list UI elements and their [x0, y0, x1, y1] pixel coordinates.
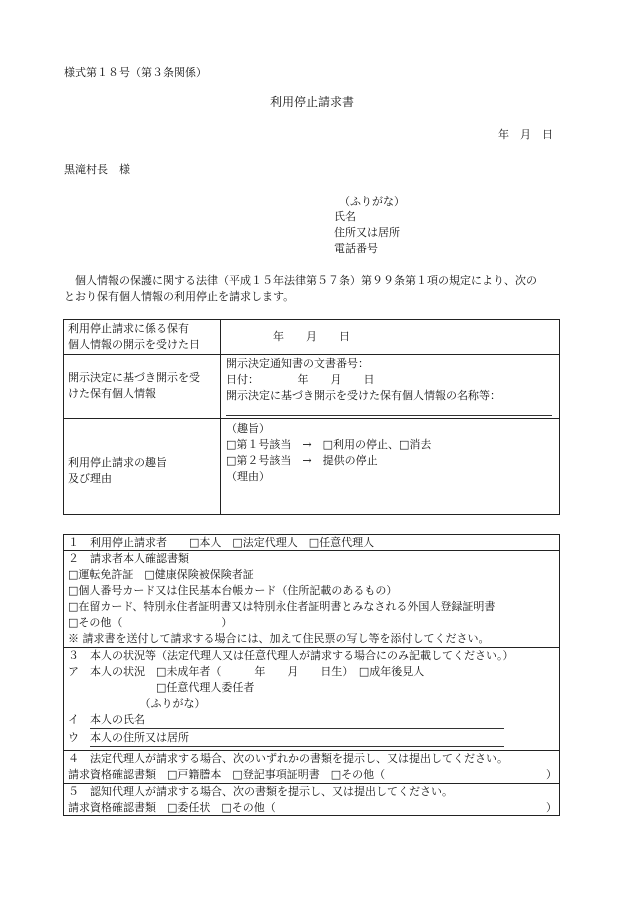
principal-name-underline: [90, 728, 504, 729]
addressee: 黒滝村長 様: [64, 163, 130, 176]
disclosure-date-field[interactable]: 年 月 日: [273, 330, 350, 343]
notice-date-field[interactable]: 日付： 年 月 日: [226, 373, 375, 386]
reason-heading: （理由）: [226, 470, 270, 483]
principal-address-underline: [90, 746, 504, 747]
table1-column-divider: [220, 319, 221, 515]
disclosed-info-underline: [226, 415, 552, 416]
item1-checkbox-row[interactable]: □第１号該当 → □利用の停止、□消去: [226, 438, 432, 451]
intro-line-2: とおり保有個人情報の利用停止を請求します。: [64, 290, 295, 303]
voluntary-rep-docs-close: ）: [546, 801, 557, 814]
document-title: 利用停止請求書: [270, 95, 355, 109]
applicant-address-label: 住所又は居所: [334, 226, 400, 239]
legal-rep-docs-row[interactable]: 請求資格確認書類 □戸籍謄本 □登記事項証明書 □その他（: [68, 768, 386, 781]
voluntary-rep-heading: ５ 認知代理人が請求する場合、次の書類を提示し、又は提出してください。: [68, 785, 453, 798]
item2-checkbox-row[interactable]: □第２号該当 → 提供の停止: [226, 454, 378, 467]
principal-furigana: （ふりがな）: [68, 697, 206, 710]
id-docs-option-3[interactable]: □在留カード、特別永住者証明書又は特別永住者証明書とみなされる外国人登録証明書: [68, 600, 496, 613]
date-line: 年 月 日: [498, 128, 553, 141]
requester-type-row[interactable]: １ 利用停止請求者 □本人 □法定代理人 □任意代理人: [68, 536, 375, 549]
principal-status-heading: ３ 本人の状況等（法定代理人又は任意代理人が請求する場合にのみ記載してください。）: [68, 649, 514, 662]
row2-label-line1: 開示決定に基づき開示を受: [68, 371, 200, 384]
table1-row-divider-1: [63, 354, 560, 355]
id-docs-option-other[interactable]: □その他（ ）: [68, 616, 233, 629]
principal-status-row-a[interactable]: ア 本人の状況 □未成年者（ 年 月 日生） □成年後見人: [68, 665, 425, 678]
id-docs-option-2[interactable]: □個人番号カード又は住民基本台帳カード（住所記載のあるもの）: [68, 584, 398, 597]
row3-label-line2: 及び理由: [68, 472, 112, 485]
applicant-furigana: （ふりがな）: [339, 195, 405, 208]
principal-status-row-a2[interactable]: □任意代理人委任者: [68, 681, 255, 694]
principal-name-label: イ 本人の氏名: [68, 713, 145, 726]
table1-row-divider-2: [63, 418, 560, 419]
principal-address-label: ウ 本人の住所又は居所: [68, 731, 189, 744]
id-docs-note: ※ 請求書を送付して請求する場合には、加えて住民票の写し等を添付してください。: [68, 632, 490, 645]
row1-label-line2: 個人情報の開示を受けた日: [68, 338, 200, 351]
row3-label-line1: 利用停止請求の趣旨: [68, 456, 167, 469]
id-docs-option-1[interactable]: □運転免許証 □健康保険被保険者証: [68, 568, 254, 581]
row1-label-line1: 利用停止請求に係る保有: [68, 322, 189, 335]
row2-label-line2: けた保有個人情報: [68, 387, 156, 400]
applicant-name-label: 氏名: [334, 210, 356, 223]
notice-number-field[interactable]: 開示決定通知書の文書番号：: [226, 357, 369, 370]
intro-line-1: 個人情報の保護に関する法律（平成１５年法律第５７条）第９９条第１項の規定により、次の: [64, 274, 537, 287]
legal-rep-heading: ４ 法定代理人が請求する場合、次のいずれかの書類を提示し、又は提出してください。: [68, 752, 508, 765]
purpose-heading: （趣旨）: [226, 422, 270, 435]
applicant-phone-label: 電話番号: [334, 242, 378, 255]
id-docs-heading: ２ 請求者本人確認書類: [68, 552, 189, 565]
disclosed-info-name-field[interactable]: 開示決定に基づき開示を受けた保有個人情報の名称等：: [226, 389, 501, 402]
legal-rep-docs-close: ）: [546, 768, 557, 781]
voluntary-rep-docs-row[interactable]: 請求資格確認書類 □委任状 □その他（: [68, 801, 276, 814]
form-number: 様式第１８号（第３条関係）: [64, 66, 207, 79]
